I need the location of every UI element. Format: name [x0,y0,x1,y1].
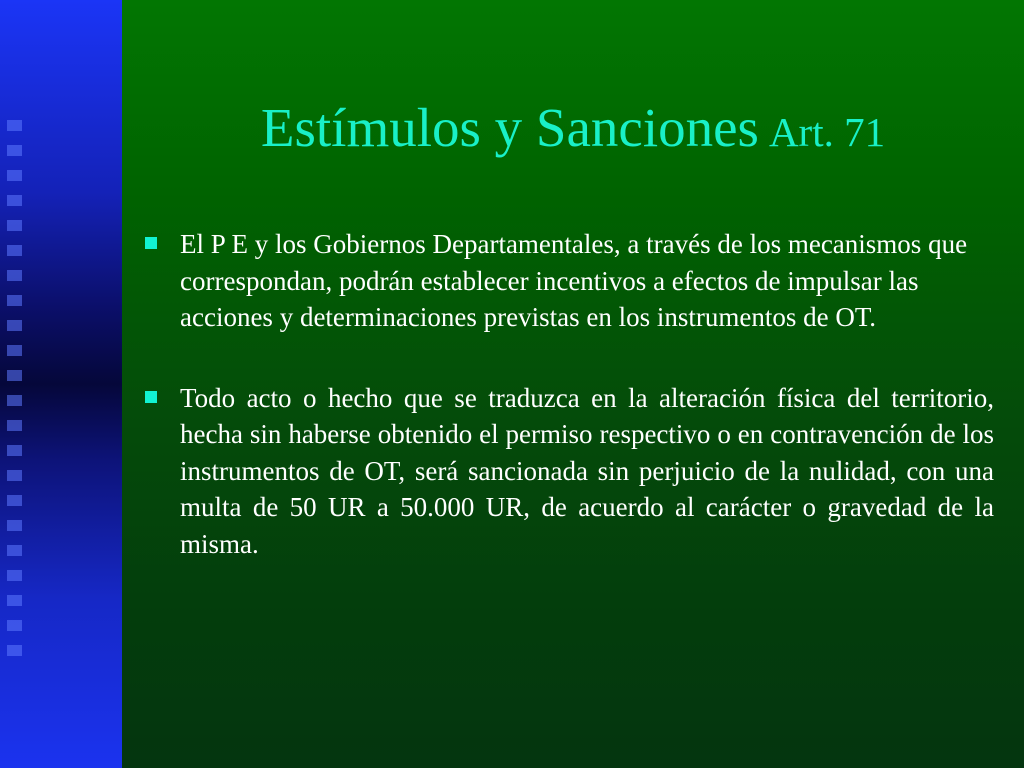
bullet-list [142,226,994,606]
slide-title-article: Art. 71 [768,109,886,155]
decorative-square [7,320,22,331]
side-decoration-band [0,0,122,768]
decorative-square [7,145,22,156]
bullet-item [142,380,994,563]
decorative-square [7,420,22,431]
slide-title [122,97,1024,158]
decorative-square [7,195,22,206]
decorative-square [7,170,22,181]
bullet-text: Todo acto o hecho que se traduzca en la alteración física del territorio, hecha sin haberse obtenido el permiso respectivo o en contravención de los instrumentos de OT, será sancionada sin perjuicio de la nulidad, con una multa de 50 UR a 50.000 UR, de acuerdo al carácter o gravedad de la misma. [180,382,994,559]
decorative-square [7,445,22,456]
decorative-square [7,220,22,231]
bullet-text: El P E y los Gobiernos Departamentales, a través de los mecanismos que correspondan, podrán establecer incentivos a efectos de impulsar las acciones y determinaciones previstas en los instrumentos de OT. [180,229,968,332]
decorative-square [7,470,22,481]
square-bullet-icon [145,237,157,249]
decorative-squares [7,120,27,680]
decorative-square [7,570,22,581]
decorative-square [7,620,22,631]
decorative-square [7,395,22,406]
decorative-square [7,520,22,531]
decorative-square [7,345,22,356]
bullet-item [142,226,994,336]
decorative-square [7,270,22,281]
decorative-square [7,120,22,131]
decorative-square [7,595,22,606]
decorative-square [7,370,22,381]
decorative-square [7,245,22,256]
decorative-square [7,495,22,506]
decorative-square [7,295,22,306]
decorative-square [7,545,22,556]
slide-title-main: Estímulos y Sanciones [260,97,759,158]
square-bullet-icon [145,391,157,403]
decorative-square [7,645,22,656]
